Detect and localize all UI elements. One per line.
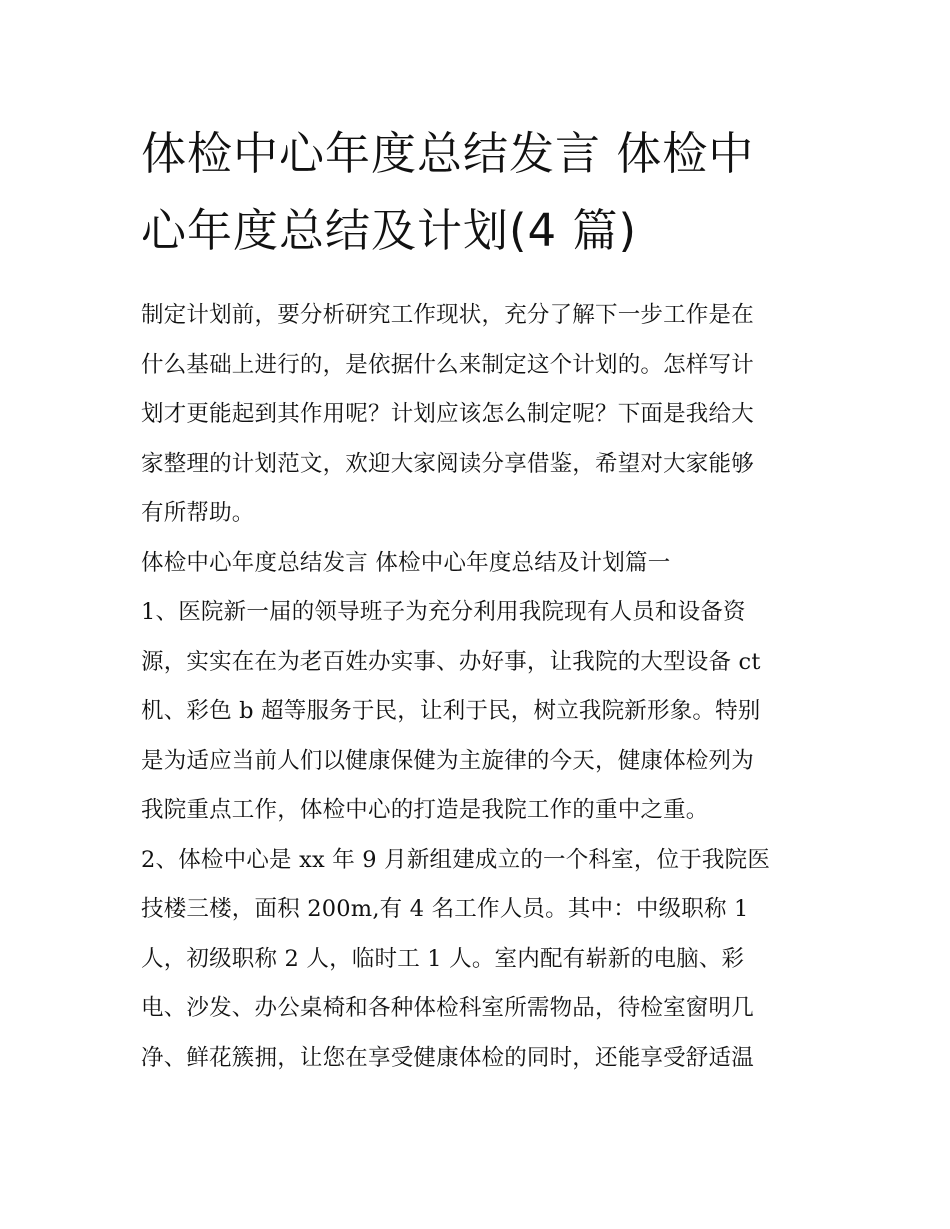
paragraph-1-line-2: 源，实实在在为老百姓办实事、办好事，让我院的大型设备 ct — [141, 648, 761, 675]
paragraph-1-line-5: 我院重点工作，体检中心的打造是我院工作的重中之重。 — [141, 797, 709, 823]
paragraph-1-line-1: 1、医院新一届的领导班子为充分利用我院现有人员和设备资 — [141, 599, 746, 625]
intro-line-1: 制定计划前，要分析研究工作现状，充分了解下一步工作是在 — [141, 302, 754, 328]
paragraph-1-line-4: 是为适应当前人们以健康保健为主旋律的今天，健康体检列为 — [141, 747, 754, 774]
section-heading: 体检中心年度总结发言 体检中心年度总结及计划篇一 — [141, 549, 671, 576]
intro-line-5: 有所帮助。 — [141, 500, 255, 526]
paragraph-2-line-2: 技楼三楼，面积 200m,有 4 名工作人员。其中：中级职称 1 — [141, 896, 749, 922]
paragraph-2-line-1: 2、体检中心是 xx 年 9 月新组建成立的一个科室，位于我院医 — [141, 846, 771, 873]
intro-line-3: 划才更能起到其作用呢？计划应该怎么制定呢？下面是我给大 — [141, 401, 754, 427]
paragraph-1-line-3: 机、彩色 b 超等服务于民，让利于民，树立我院新形象。特别 — [141, 698, 761, 724]
document-content — [141, 115, 813, 1083]
paragraph-2-line-4: 电、沙发、办公桌椅和各种体检科室所需物品，待检室窗明几 — [141, 995, 754, 1021]
document-body — [141, 291, 813, 1083]
paragraph-2-line-3: 人，初级职称 2 人，临时工 1 人。室内配有崭新的电脑、彩 — [141, 945, 745, 972]
document-title — [141, 115, 813, 269]
title-line-1: 体检中心年度总结发言 体检中 — [141, 127, 755, 180]
intro-line-4: 家整理的计划范文，欢迎大家阅读分享借鉴，希望对大家能够 — [141, 450, 754, 477]
intro-line-2: 什么基础上进行的，是依据什么来制定这个计划的。怎样写计 — [141, 351, 754, 378]
title-line-2: 心年度总结及计划(4 篇) — [141, 204, 638, 257]
paragraph-2-line-5: 净、鲜花簇拥，让您在享受健康体检的同时，还能享受舒适温 — [141, 1044, 754, 1071]
